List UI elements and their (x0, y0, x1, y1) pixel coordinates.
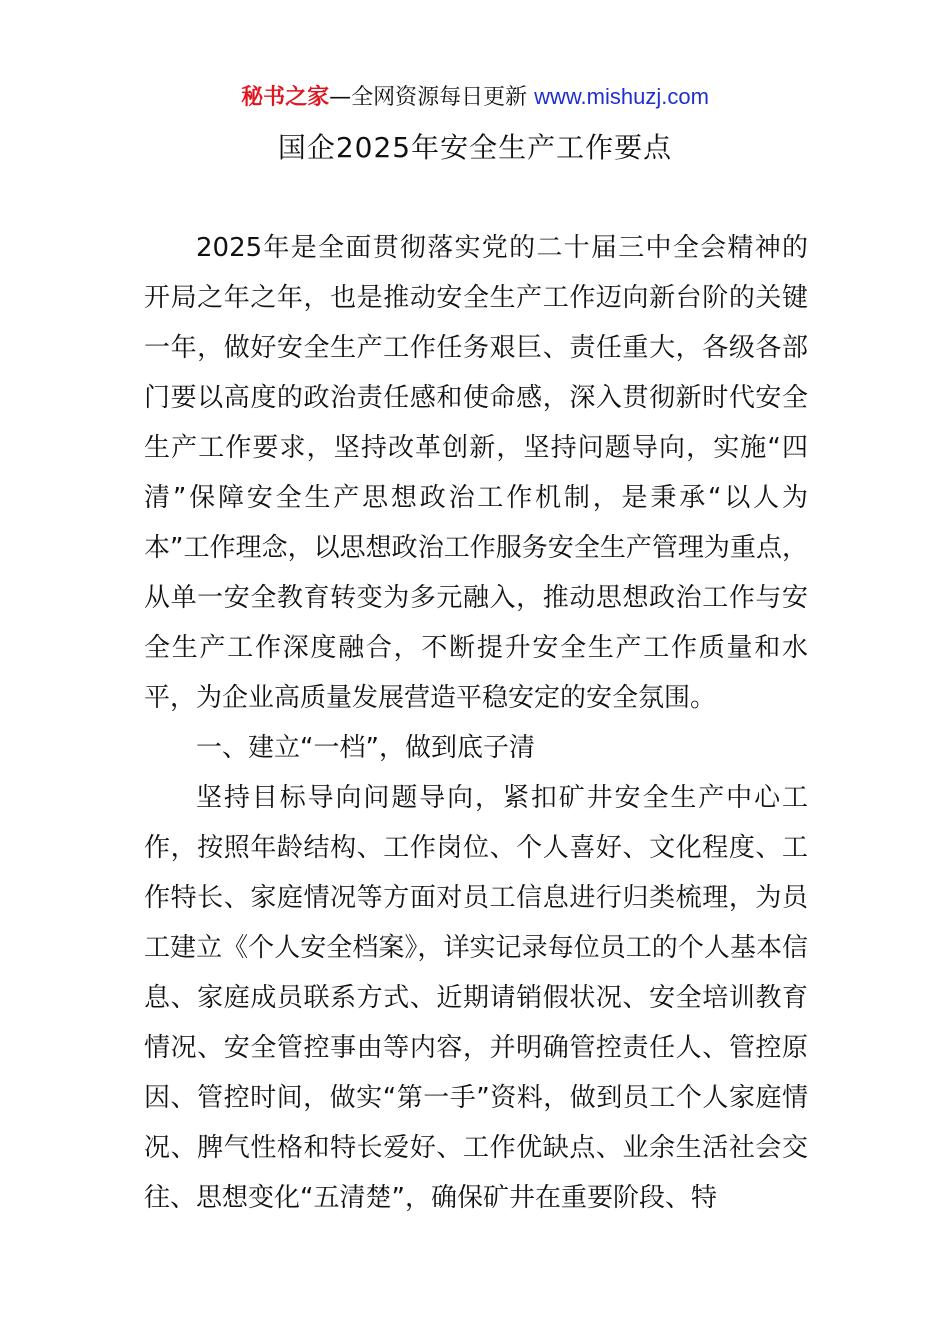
section-heading-1: 一、建立“一档”，做到底子清 (196, 733, 535, 763)
site-banner (0, 82, 950, 113)
brand-name: 秘书之家 (241, 85, 330, 110)
document-title: 国企2025年安全生产工作要点 (277, 131, 673, 164)
document-body (144, 223, 808, 1223)
site-url-link[interactable]: www.mishuzj.com (534, 84, 709, 109)
intro-paragraph: 2025年是全面贯彻落实党的二十届三中全会精神的开局之年之年，也是推动安全生产工作迈向新台阶的关键一年，做好安全生产工作任务艰巨、责任重大，各级各部门要以高度的政治责任感和使命感，深入贯彻新时代安全生产工作要求，坚持改革创新，坚持问题导向，实施“四清”保障安全生产思想政治工作机制，是秉承“以人为本”工作理念，以思想政治工作服务安全生产管理为重点，从单一安全教育转变为多元融入，推动思想政治工作与安全生产工作深度融合，不断提升安全生产工作质量和水平，为企业高质量发展营造平稳安定的安全氛围。 (144, 233, 808, 713)
banner-tagline: —全网资源每日更新 (329, 85, 528, 110)
section-1-paragraph: 坚持目标导向问题导向，紧扣矿井安全生产中心工作，按照年龄结构、工作岗位、个人喜好、文化程度、工作特长、家庭情况等方面对员工信息进行归类梳理，为员工建立《个人安全档案》，详实记录每位员工的个人基本信息、家庭成员联系方式、近期请销假状况、安全培训教育情况、安全管控事由等内容，并明确管控责任人、管控原因、管控时间，做实“第一手”资料，做到员工个人家庭情况、脾气性格和特长爱好、工作优缺点、业余生活社会交往、思想变化“五清楚”，确保矿井在重要阶段、特 (144, 783, 808, 1213)
